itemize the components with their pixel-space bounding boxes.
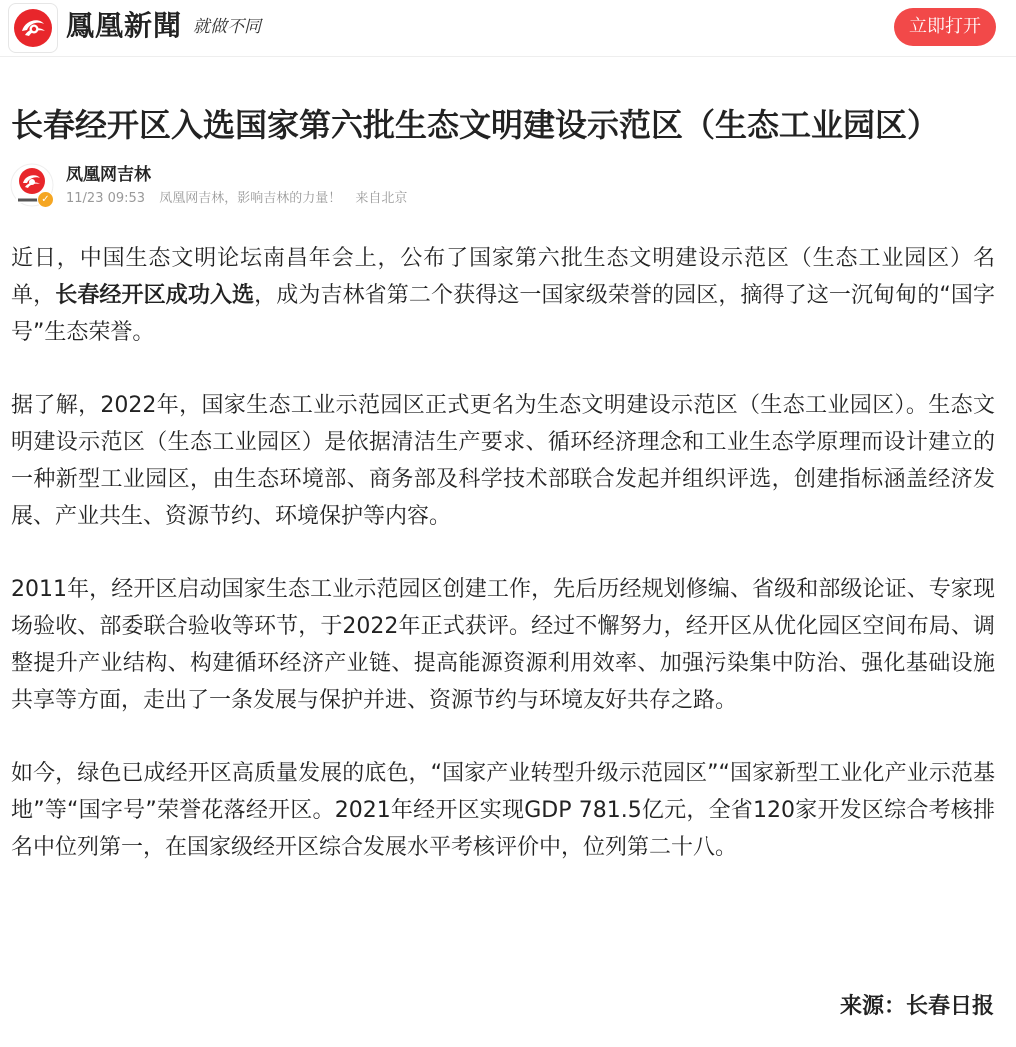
open-app-button[interactable]: 立即打开 xyxy=(894,8,996,46)
brand-name: 鳳凰新聞 xyxy=(66,9,183,42)
phoenix-logo-icon xyxy=(13,8,53,48)
article-body xyxy=(11,240,995,902)
verified-badge-icon: ✓ xyxy=(37,191,54,208)
top-bar xyxy=(0,0,1016,57)
author-name[interactable]: 凤凰网吉林 xyxy=(66,165,151,185)
ifeng-logo[interactable] xyxy=(8,3,58,53)
paragraph-4: 如今，绿色已成经开区高质量发展的底色，“国家产业转型升级示范园区”“国家新型工业化产业示范基地”等“国字号”荣誉花落经开区。2021年经开区实现GDP 781.5亿元，全省120家开发区综合考核排名中位列第一，在国家级经开区综合发展水平考核评价中，位列第二十八。 xyxy=(11,761,995,860)
author-bio: 凤凰网吉林，影响吉林的力量！ xyxy=(159,191,342,206)
highlight-text: 长春经开区成功入选 xyxy=(55,283,255,308)
article-source: 来源：长春日报 xyxy=(839,994,994,1019)
paragraph-1: 近日，中国生态文明论坛南昌年会上，公布了国家第六批生态文明建设示范区（生态工业园区）名单，长春经开区成功入选，成为吉林省第二个获得这一国家级荣誉的园区，摘得了这一沉甸甸的“国字号”生态荣誉。 xyxy=(11,246,995,345)
article-meta xyxy=(66,190,417,208)
publish-time: 11/23 09:53 xyxy=(66,191,146,206)
paragraph-2: 据了解，2022年，国家生态工业示范园区正式更名为生态文明建设示范区（生态工业园区）。生态文明建设示范区（生态工业园区）是依据清洁生产要求、循环经济理念和工业生态学原理而设计建立的一种新型工业园区，由生态环境部、商务部及科学技术部联合发起并组织评选，创建指标涵盖经济发展、产业共生、资源节约、环境保护等内容。 xyxy=(11,393,995,529)
location: 来自北京 xyxy=(355,191,408,206)
article-title: 长春经开区入选国家第六批生态文明建设示范区（生态工业园区） xyxy=(11,106,940,144)
brand-slogan: 就做不同 xyxy=(193,17,261,37)
paragraph-3: 2011年，经开区启动国家生态工业示范园区创建工作，先后历经规划修编、省级和部级论证、专家现场验收、部委联合验收等环节，于2022年正式获评。经过不懈努力，经开区从优化园区空间布局、调整提升产业结构、构建循环经济产业链、提高能源资源利用效率、加强污染集中防治、强化基础设施共享等方面，走出了一条发展与保护并进、资源节约与环境友好共存之路。 xyxy=(11,577,995,713)
